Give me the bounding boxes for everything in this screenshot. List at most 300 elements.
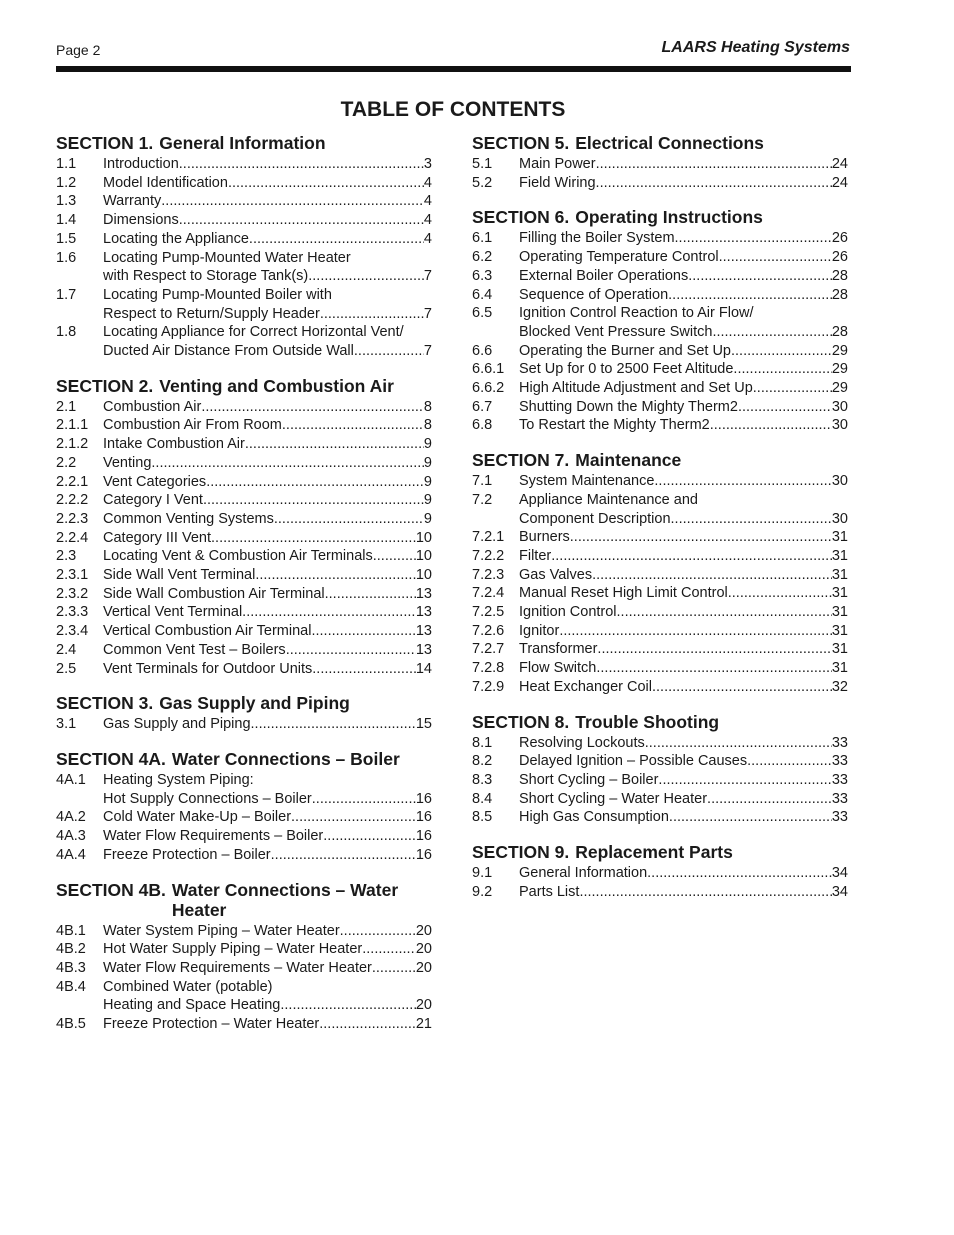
dot-leader — [658, 771, 831, 790]
entry-number: 2.3.3 — [56, 604, 89, 621]
toc-column-right — [472, 133, 848, 917]
toc-entry[interactable] — [472, 752, 848, 771]
section-title: Replacement Parts — [575, 842, 733, 863]
entry-number: 6.8 — [472, 417, 493, 434]
entry-number: 1.1 — [56, 156, 77, 172]
toc-entry[interactable] — [472, 304, 848, 341]
dot-leader — [255, 566, 416, 585]
entry-title: Gas Valves — [519, 566, 593, 583]
page-ref: 30 — [831, 510, 848, 527]
section-number: SECTION 2. — [56, 375, 154, 396]
entry-title: Manual Reset High Limit Control — [519, 585, 728, 602]
toc-entry[interactable] — [472, 547, 848, 566]
entry-number: 4A.4 — [56, 846, 86, 863]
toc-entry[interactable] — [56, 771, 432, 808]
entry-number: 6.3 — [472, 267, 493, 284]
entry-number: 7.2.2 — [472, 547, 505, 564]
section-heading — [472, 207, 848, 227]
toc-entry[interactable] — [472, 790, 848, 809]
entry-title-row — [519, 622, 848, 641]
toc-entry[interactable] — [472, 771, 848, 790]
page-ref: 29 — [831, 361, 848, 378]
entry-body — [519, 342, 848, 361]
entry-body — [519, 267, 848, 286]
entry-title-row — [103, 566, 432, 585]
dot-leader — [373, 547, 416, 566]
toc-section — [56, 749, 432, 865]
entry-title-row — [519, 472, 848, 491]
page-ref: 28 — [831, 323, 848, 340]
entry-number: 8.3 — [472, 771, 493, 788]
entry-number: 8.2 — [472, 753, 493, 770]
toc-entry[interactable] — [56, 323, 432, 360]
entry-title-row — [103, 959, 432, 978]
entry-title: Water Flow Requirements – Water Heater — [103, 959, 372, 976]
toc-entry[interactable] — [56, 174, 432, 193]
entry-title: Freeze Protection – Water Heater — [103, 1016, 320, 1033]
toc-entry[interactable] — [56, 192, 432, 211]
entry-number: 1.4 — [56, 212, 77, 229]
toc-entry[interactable] — [56, 1015, 432, 1034]
toc-entry[interactable] — [472, 883, 848, 902]
entry-number: 2.3.2 — [56, 585, 89, 602]
dot-leader — [291, 808, 416, 827]
entry-title-row — [103, 491, 432, 510]
toc-entry[interactable] — [56, 416, 432, 435]
toc-entry[interactable] — [56, 603, 432, 622]
toc-entry[interactable] — [56, 978, 432, 1015]
dot-leader — [710, 416, 832, 435]
dot-leader — [731, 342, 832, 361]
dot-leader — [203, 491, 424, 510]
toc-entry[interactable] — [56, 959, 432, 978]
entry-title: Filter — [519, 547, 552, 564]
entry-number: 2.2 — [56, 454, 77, 471]
entry-title: Dimensions — [103, 212, 179, 229]
entry-number: 8.5 — [472, 809, 493, 826]
entry-title: Shutting Down the Mighty Therm2 — [519, 398, 738, 415]
page-ref: 30 — [831, 398, 848, 415]
toc-entry[interactable] — [472, 248, 848, 267]
entry-title: Intake Combustion Air — [103, 436, 245, 453]
entry-title: Vent Categories — [103, 473, 207, 490]
toc-entry[interactable] — [472, 286, 848, 305]
entry-title: Heat Exchanger Coil — [519, 678, 652, 695]
page-ref: 9 — [423, 510, 432, 527]
entry-title: Category III Vent — [103, 529, 212, 546]
entry-body — [519, 491, 848, 528]
page-ref: 10 — [415, 529, 432, 546]
entry-title: Short Cycling – Boiler — [519, 771, 659, 788]
toc-entry[interactable] — [472, 360, 848, 379]
toc-entry[interactable] — [56, 491, 432, 510]
toc-entry[interactable] — [472, 528, 848, 547]
section-heading — [56, 693, 432, 713]
dot-leader — [308, 267, 424, 286]
page-ref: 34 — [831, 865, 848, 882]
entry-title: Set Up for 0 to 2500 Feet Altitude — [519, 361, 734, 378]
toc-entry[interactable] — [56, 827, 432, 846]
entry-title-row — [519, 734, 848, 753]
toc-entry[interactable] — [472, 566, 848, 585]
dot-leader — [728, 584, 832, 603]
entry-body — [103, 771, 432, 808]
entry-title-row — [103, 622, 432, 641]
toc-entry[interactable] — [472, 659, 848, 678]
page-ref: 30 — [831, 417, 848, 434]
entry-title: Ducted Air Distance From Outside Wall — [103, 343, 354, 360]
entry-title-row — [103, 808, 432, 827]
dot-leader — [274, 510, 424, 529]
toc-entry[interactable] — [56, 585, 432, 604]
dot-leader — [669, 808, 832, 827]
dot-leader — [719, 248, 832, 267]
entry-body — [519, 622, 848, 641]
entry-title: Transformer — [519, 641, 598, 658]
toc-section — [472, 842, 848, 901]
toc-section — [56, 880, 432, 1034]
section-heading — [472, 133, 848, 153]
entry-number: 6.6.2 — [472, 380, 505, 397]
toc-entry[interactable] — [472, 640, 848, 659]
entry-title-row — [103, 192, 432, 211]
entry-body — [103, 416, 432, 435]
entry-number: 7.2.6 — [472, 622, 505, 639]
entry-title-line: Ignition Control Reaction to Air Flow/ — [519, 305, 754, 322]
toc-entry[interactable] — [472, 267, 848, 286]
page-ref: 31 — [831, 529, 848, 546]
section-heading — [56, 133, 432, 153]
toc-entry[interactable] — [472, 229, 848, 248]
entry-body — [103, 959, 432, 978]
toc-entry[interactable] — [56, 715, 432, 734]
page-ref: 10 — [415, 548, 432, 565]
dot-leader — [597, 640, 831, 659]
entry-title-row — [103, 641, 432, 660]
section-heading — [56, 376, 432, 396]
entry-title-row — [103, 922, 432, 941]
page-ref: 33 — [831, 734, 848, 751]
entry-body — [103, 660, 432, 679]
entry-title: Locating Vent & Combustion Air Terminals — [103, 548, 373, 565]
section-number: SECTION 9. — [472, 842, 570, 863]
toc-section — [56, 376, 432, 679]
entry-body — [519, 808, 848, 827]
entry-body — [519, 883, 848, 902]
entry-title-row — [103, 342, 432, 361]
entry-body — [103, 473, 432, 492]
section-title: Electrical Connections — [575, 133, 764, 153]
entry-body — [519, 734, 848, 753]
entry-title: Resolving Lockouts — [519, 734, 645, 751]
toc-entry[interactable] — [56, 940, 432, 959]
entry-number: 2.2.4 — [56, 529, 89, 546]
entry-body — [103, 715, 432, 734]
page-ref: 4 — [423, 174, 432, 191]
dot-leader — [675, 229, 832, 248]
toc-entry[interactable] — [56, 922, 432, 941]
toc-entry[interactable] — [56, 808, 432, 827]
toc-entry[interactable] — [472, 808, 848, 827]
entry-number: 9.1 — [472, 865, 493, 882]
page-ref: 21 — [415, 1016, 432, 1033]
section-heading — [56, 749, 432, 769]
page-ref: 33 — [831, 771, 848, 788]
entry-title: Introduction — [103, 156, 179, 172]
entry-title: Filling the Boiler System — [519, 230, 675, 247]
entry-title-row — [103, 996, 432, 1015]
toc-entry[interactable] — [56, 473, 432, 492]
section-number: SECTION 5. — [472, 133, 570, 153]
entry-number: 9.2 — [472, 883, 493, 900]
entry-title: Side Wall Combustion Air Terminal — [103, 585, 325, 602]
entry-title: External Boiler Operations — [519, 267, 689, 284]
toc-entry[interactable] — [56, 249, 432, 286]
toc-entry[interactable] — [472, 398, 848, 417]
entry-body — [103, 922, 432, 941]
entry-body — [103, 978, 432, 1015]
entry-title-row — [519, 174, 848, 193]
entry-number: 7.2.7 — [472, 641, 505, 658]
entry-body — [519, 304, 848, 341]
dot-leader — [311, 622, 415, 641]
entry-title-row — [103, 846, 432, 865]
entry-body — [519, 155, 848, 174]
entry-body — [103, 230, 432, 249]
toc-entry[interactable] — [56, 846, 432, 865]
toc-entry[interactable] — [472, 678, 848, 697]
entry-number: 6.2 — [472, 249, 493, 266]
entry-title-row — [103, 940, 432, 959]
entry-number: 4B.2 — [56, 941, 86, 958]
entry-title: Combustion Air — [103, 398, 202, 415]
dot-leader — [271, 846, 416, 865]
toc-entry[interactable] — [56, 510, 432, 529]
dot-leader — [645, 734, 832, 753]
entry-number: 6.4 — [472, 286, 493, 303]
entry-body — [103, 641, 432, 660]
entry-body — [103, 566, 432, 585]
entry-body — [103, 286, 432, 323]
dot-leader — [280, 996, 416, 1015]
entry-title: Parts List — [519, 883, 580, 900]
toc-entry[interactable] — [472, 174, 848, 193]
section-number: SECTION 7. — [472, 450, 570, 471]
page-ref: 15 — [415, 716, 432, 733]
toc-entry[interactable] — [472, 416, 848, 435]
toc-entry[interactable] — [56, 398, 432, 417]
entry-title-row — [103, 715, 432, 734]
entry-number: 4B.1 — [56, 922, 86, 939]
page-ref: 31 — [831, 547, 848, 564]
toc-entry[interactable] — [472, 603, 848, 622]
entry-title-row — [103, 529, 432, 548]
section-number: SECTION 3. — [56, 693, 154, 714]
page-ref: 8 — [423, 417, 432, 434]
entry-number: 7.2.4 — [472, 585, 505, 602]
entry-title-row — [519, 883, 848, 902]
toc-entry[interactable] — [56, 155, 432, 174]
page-ref: 30 — [831, 473, 848, 490]
toc-entry[interactable] — [56, 566, 432, 585]
dot-leader — [340, 922, 416, 941]
dot-leader — [570, 528, 832, 547]
page-ref: 9 — [423, 492, 432, 509]
entry-body — [103, 249, 432, 286]
entry-title-row — [519, 790, 848, 809]
entry-title-row — [519, 248, 848, 267]
entry-body — [519, 248, 848, 267]
dot-leader — [596, 659, 832, 678]
toc-entry[interactable] — [472, 734, 848, 753]
entry-body — [519, 528, 848, 547]
entry-body — [519, 360, 848, 379]
entry-body — [103, 940, 432, 959]
entry-title: Common Venting Systems — [103, 510, 274, 527]
page-number: Page 2 — [56, 42, 101, 58]
entry-title-row — [103, 790, 432, 809]
section-title: Gas Supply and Piping — [159, 693, 350, 714]
page-ref: 4 — [423, 212, 432, 229]
toc-entry[interactable] — [472, 342, 848, 361]
entry-title-row — [519, 771, 848, 790]
entry-title-line: Appliance Maintenance and — [519, 491, 698, 508]
entry-body — [519, 286, 848, 305]
entry-body — [103, 211, 432, 230]
dot-leader — [362, 940, 416, 959]
dot-leader — [245, 435, 424, 454]
entry-title-row — [103, 230, 432, 249]
toc-entry[interactable] — [56, 435, 432, 454]
dot-leader — [206, 473, 424, 492]
toc-section — [472, 450, 848, 696]
toc-entry[interactable] — [56, 641, 432, 660]
dot-leader — [579, 883, 831, 902]
toc-entry[interactable] — [56, 622, 432, 641]
toc-entry[interactable] — [472, 379, 848, 398]
page-ref: 13 — [415, 604, 432, 621]
entry-number: 2.2.2 — [56, 492, 89, 509]
entry-title-row — [519, 416, 848, 435]
page-ref: 13 — [415, 641, 432, 658]
toc-entry[interactable] — [56, 547, 432, 566]
page-ref: 32 — [831, 678, 848, 695]
entry-title: Component Description — [519, 510, 671, 527]
page-ref: 20 — [415, 959, 432, 976]
page-ref: 33 — [831, 790, 848, 807]
dot-leader — [249, 230, 424, 249]
entry-title: Category I Vent — [103, 492, 203, 509]
entry-body — [103, 808, 432, 827]
section-number: SECTION 8. — [472, 711, 570, 732]
entry-number: 7.2 — [472, 491, 493, 508]
toc-entry[interactable] — [56, 211, 432, 230]
entry-title-row — [519, 267, 848, 286]
toc-column-left — [56, 133, 432, 1049]
toc-entry[interactable] — [472, 472, 848, 491]
toc-entry[interactable] — [56, 660, 432, 679]
section-number: SECTION 4A. — [56, 748, 166, 769]
toc-entry[interactable] — [472, 864, 848, 883]
dot-leader — [354, 342, 424, 361]
section-title: Venting and Combustion Air — [159, 375, 394, 396]
entry-number: 1.7 — [56, 286, 77, 303]
dot-leader — [671, 510, 832, 529]
section-title: Maintenance — [575, 450, 682, 471]
toc-section — [56, 133, 432, 361]
page-ref: 31 — [831, 622, 848, 639]
entry-number: 6.5 — [472, 305, 493, 322]
entry-title: High Gas Consumption — [519, 809, 669, 826]
entry-number: 4B.4 — [56, 978, 86, 995]
page-ref: 4 — [423, 193, 432, 210]
dot-leader — [738, 398, 832, 417]
page-ref: 13 — [415, 623, 432, 640]
entry-title-row — [519, 323, 848, 342]
entry-title: Heating and Space Heating — [103, 997, 281, 1014]
dot-leader — [652, 678, 832, 697]
entry-body — [103, 398, 432, 417]
page-ref: 7 — [423, 305, 432, 322]
page-ref: 24 — [831, 156, 848, 172]
entry-title-row — [519, 229, 848, 248]
toc-entry[interactable] — [472, 491, 848, 528]
entry-title: with Respect to Storage Tank(s) — [103, 268, 309, 285]
entry-title-row — [103, 585, 432, 604]
entry-title-row — [103, 435, 432, 454]
section-heading — [472, 842, 848, 862]
page-ref: 16 — [415, 846, 432, 863]
toc-entry[interactable] — [472, 622, 848, 641]
entry-title-line: Locating Appliance for Correct Horizontal Vent/ — [103, 324, 404, 341]
entry-title-row — [103, 398, 432, 417]
page-ref: 9 — [423, 454, 432, 471]
page-ref: 28 — [831, 267, 848, 284]
entry-body — [519, 379, 848, 398]
entry-number: 7.2.3 — [472, 566, 505, 583]
entry-body — [103, 603, 432, 622]
page-ref: 28 — [831, 286, 848, 303]
entry-title: Vertical Combustion Air Terminal — [103, 623, 312, 640]
dot-leader — [596, 174, 832, 193]
entry-title-row — [103, 660, 432, 679]
section-title: Trouble Shooting — [575, 711, 720, 732]
page-ref: 29 — [831, 380, 848, 397]
dot-leader — [712, 323, 831, 342]
dot-leader — [282, 416, 424, 435]
entry-body — [519, 566, 848, 585]
toc-section — [472, 712, 848, 828]
entry-title-row — [519, 640, 848, 659]
toc-entry[interactable] — [56, 286, 432, 323]
section-title: Water Connections – Water Heater — [171, 879, 399, 920]
entry-body — [103, 192, 432, 211]
entry-body — [519, 174, 848, 193]
toc-entry[interactable] — [472, 155, 848, 174]
toc-section — [472, 133, 848, 192]
toc-entry[interactable] — [56, 529, 432, 548]
toc-entry[interactable] — [56, 230, 432, 249]
page-ref: 31 — [831, 566, 848, 583]
dot-leader — [551, 547, 832, 566]
toc-entry[interactable] — [56, 454, 432, 473]
toc-entry[interactable] — [472, 584, 848, 603]
entry-number: 4B.3 — [56, 959, 86, 976]
page-ref: 16 — [415, 790, 432, 807]
dot-leader — [179, 211, 424, 230]
entry-body — [103, 510, 432, 529]
entry-number: 4A.1 — [56, 771, 86, 788]
